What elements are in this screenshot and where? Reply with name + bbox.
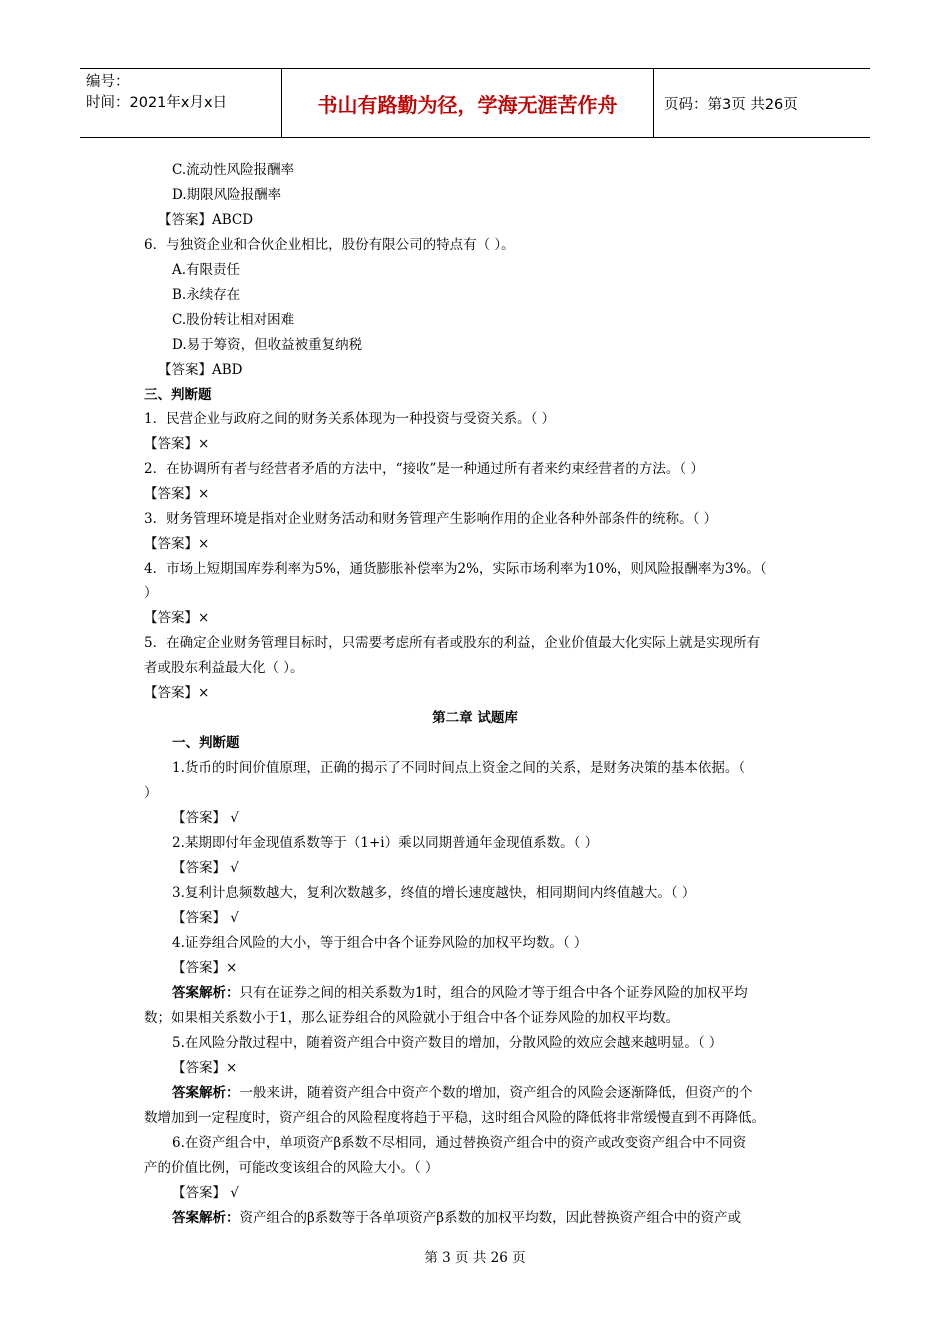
- explanation-line: 答案解析：一般来讲，随着资产组合中资产个数的增加，资产组合的风险会逐渐降低，但资产的个: [172, 1085, 753, 1101]
- section-heading: 一、判断题: [172, 735, 240, 751]
- question-line: 2．在协调所有者与经营者矛盾的方法中，“接收”是一种通过所有者来约束经营者的方法。（ ）: [144, 461, 704, 477]
- option-line: A.有限责任: [172, 262, 241, 278]
- question-line: 6．与独资企业和合伙企业相比，股份有限公司的特点有（ ）。: [144, 237, 515, 253]
- option-line: C.流动性风险报酬率: [172, 162, 295, 178]
- explanation-line: 答案解析：资产组合的β系数等于各单项资产β系数的加权平均数，因此替换资产组合中的资产或: [172, 1210, 742, 1226]
- explanation-label: 答案解析：: [172, 1210, 240, 1226]
- page-footer: 第 3 页 共 26 页: [424, 1250, 526, 1266]
- header-page-info: 页码：第3页 共26页: [664, 96, 798, 113]
- question-line: 5.在风险分散过程中，随着资产组合中资产数目的增加，分散风险的效应会越来越明显。（ ）: [172, 1035, 723, 1051]
- time-label: 时间：2021年x月x日: [86, 95, 228, 111]
- chapter-title: 第二章 试题库: [432, 710, 518, 726]
- answer-line: 【答案】×: [144, 610, 210, 626]
- question-line-cont: ）: [144, 585, 158, 601]
- section-heading: 三、判断题: [144, 387, 212, 403]
- explanation-line-cont: 数增加到一定程度时，资产组合的风险程度将趋于平稳，这时组合风险的降低将非常缓慢直到不再降低。: [144, 1110, 765, 1126]
- answer-line: 【答案】 √: [172, 910, 239, 926]
- answer-line: 【答案】ABD: [158, 362, 243, 378]
- answer-line: 【答案】×: [172, 960, 238, 976]
- question-line-cont: ）: [144, 785, 158, 801]
- question-line: 6.在资产组合中，单项资产β系数不尽相同，通过替换资产组合中的资产或改变资产组合中不同资: [172, 1135, 747, 1151]
- question-line: 5．在确定企业财务管理目标时，只需要考虑所有者或股东的利益，企业价值最大化实际上就是实现所有: [144, 635, 761, 651]
- question-line-cont: 产的价值比例，可能改变该组合的风险大小。（ ）: [144, 1160, 439, 1176]
- answer-line: 【答案】×: [144, 536, 210, 552]
- question-line: 1.货币的时间价值原理，正确的揭示了不同时间点上资金之间的关系，是财务决策的基本依据。（: [172, 760, 746, 776]
- option-line: D.易于筹资，但收益被重复纳税: [172, 337, 363, 353]
- answer-line: 【答案】 √: [172, 1185, 239, 1201]
- question-line: 4.证券组合风险的大小，等于组合中各个证券风险的加权平均数。（ ）: [172, 935, 588, 951]
- question-line: 1．民营企业与政府之间的财务关系体现为一种投资与受资关系。（ ）: [144, 411, 556, 427]
- number-label: 编号：: [86, 74, 130, 90]
- question-line-cont: 者或股东利益最大化（ ）。: [144, 660, 304, 676]
- answer-line: 【答案】ABCD: [158, 212, 254, 228]
- answer-line: 【答案】 √: [172, 810, 239, 826]
- document-header: [80, 68, 870, 138]
- option-line: C.股份转让相对困难: [172, 312, 295, 328]
- explanation-label: 答案解析：: [172, 1085, 240, 1101]
- answer-line: 【答案】×: [144, 486, 210, 502]
- question-line: 3.复利计息频数越大，复利次数越多，终值的增长速度越快，相同期间内终值越大。（ ）: [172, 885, 696, 901]
- header-motto: 书山有路勤为径，学海无涯苦作舟: [282, 69, 654, 137]
- explanation-line: 答案解析：只有在证券之间的相关系数为1时，组合的风险才等于组合中各个证券风险的加权平均: [172, 985, 748, 1001]
- question-line: 4．市场上短期国库券利率为5%，通货膨胀补偿率为2%，实际市场利率为10%，则风险报酬率为3%。（: [144, 561, 767, 577]
- explanation-line-cont: 数；如果相关系数小于1，那么证券组合的风险就小于组合中各个证券风险的加权平均数。: [144, 1010, 680, 1026]
- option-line: D.期限风险报酬率: [172, 187, 282, 203]
- question-line: 2.某期即付年金现值系数等于（1+i）乘以同期普通年金现值系数。（ ）: [172, 835, 599, 851]
- answer-line: 【答案】×: [172, 1060, 238, 1076]
- explanation-label: 答案解析：: [172, 985, 240, 1001]
- answer-line: 【答案】×: [144, 436, 210, 452]
- option-line: B.永续存在: [172, 287, 241, 303]
- question-line: 3．财务管理环境是指对企业财务活动和财务管理产生影响作用的企业各种外部条件的统称。（ ）: [144, 511, 718, 527]
- answer-line: 【答案】 √: [172, 860, 239, 876]
- header-left-cell: [80, 69, 282, 137]
- answer-line: 【答案】×: [144, 685, 210, 701]
